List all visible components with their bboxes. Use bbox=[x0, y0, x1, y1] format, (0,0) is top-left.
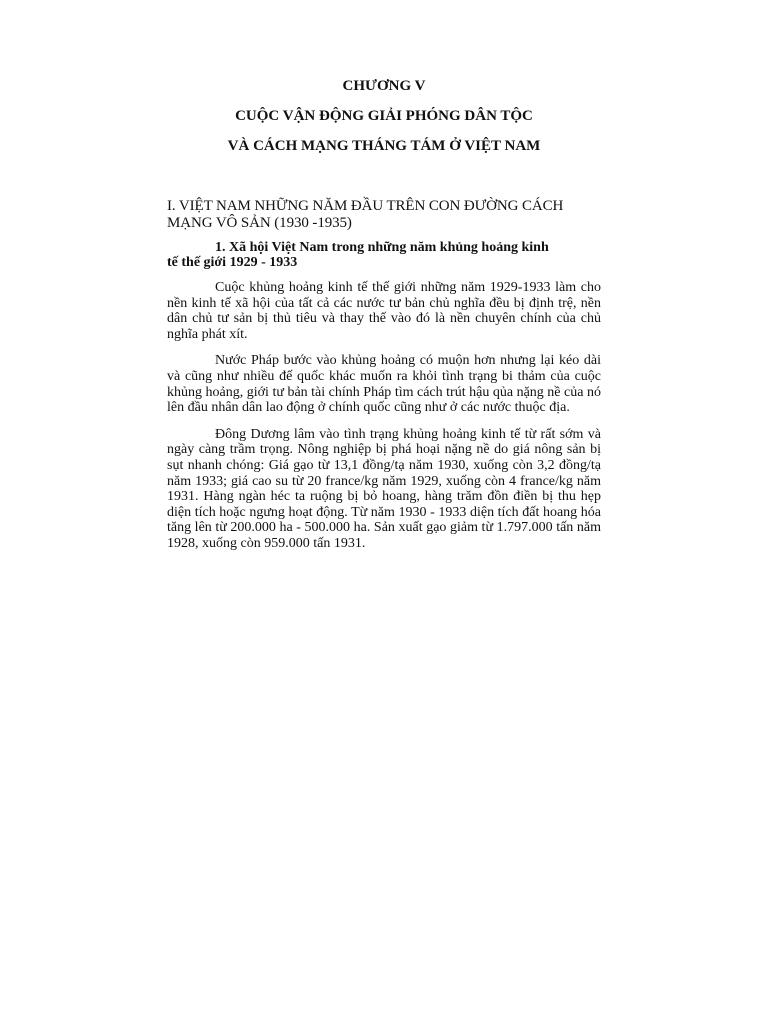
document-page bbox=[167, 76, 601, 552]
paragraph-2: Nước Pháp bước vào khủng hoảng có muộn hơn nhưng lại kéo dài và cũng như nhiều đế quốc khác muốn ra khỏi tình trạng bi thảm của cuộc khủng hoảng, giới tư bản tài chính Pháp tìm cách trút hậu qủa nặng nề của nó lên đầu nhân dân lao động ở chính quốc cũng như ở các nước thuộc địa. bbox=[167, 353, 601, 416]
subsection-title-part-2: tế thế giới 1929 - 1933 bbox=[167, 255, 298, 270]
chapter-title-line-2: VÀ CÁCH MẠNG THÁNG TÁM Ở VIỆT NAM bbox=[227, 138, 541, 154]
chapter-number: CHƯƠNG V bbox=[342, 78, 426, 94]
paragraph-3: Đông Dương lâm vào tình trạng khủng hoảng kinh tế từ rất sớm và ngày càng trầm trọng. Nông nghiệp bị phá hoại nặng nề do giá nông sản bị sụt nhanh chóng: Giá gạo từ 13,1 đồng/tạ năm 1930, xuống còn 3,2 đồng/tạ năm 1933; giá cao su từ 20 france/kg năm 1929, xuống còn 4 france/kg năm 1931. Hàng ngàn héc ta ruộng bị bỏ hoang, hàng trăm đồn điền bị thu hẹp diện tích hoặc ngưng hoạt động. Từ năm 1930 - 1933 diện tích đất hoang hóa tăng lên từ 200.000 ha - 500.000 ha. Sản xuất gạo giảm từ 1.797.000 tấn năm 1928, xuống còn 959.000 tấn 1931. bbox=[167, 426, 601, 551]
subsection-title bbox=[167, 240, 601, 270]
subsection-title-part-1: 1. Xã hội Việt Nam trong những năm khủng hoảng kinh bbox=[215, 240, 549, 255]
chapter-title-line-1: CUỘC VẬN ĐỘNG GIẢI PHÓNG DÂN TỘC bbox=[235, 108, 533, 124]
paragraph-1: Cuộc khủng hoảng kinh tế thế giới những năm 1929-1933 làm cho nền kinh tế xã hội của tất cả các nước tư bản chủ nghĩa đều bị định trệ, nền dân chủ tư sản bị thủ tiêu và thay thế vào đó là nền chuyên chính của chủ nghĩa phát xít. bbox=[167, 280, 601, 342]
section-title: I. VIỆT NAM NHỮNG NĂM ĐẦU TRÊN CON ĐƯỜNG CÁCH MẠNG VÔ SẢN (1930 -1935) bbox=[167, 198, 564, 231]
